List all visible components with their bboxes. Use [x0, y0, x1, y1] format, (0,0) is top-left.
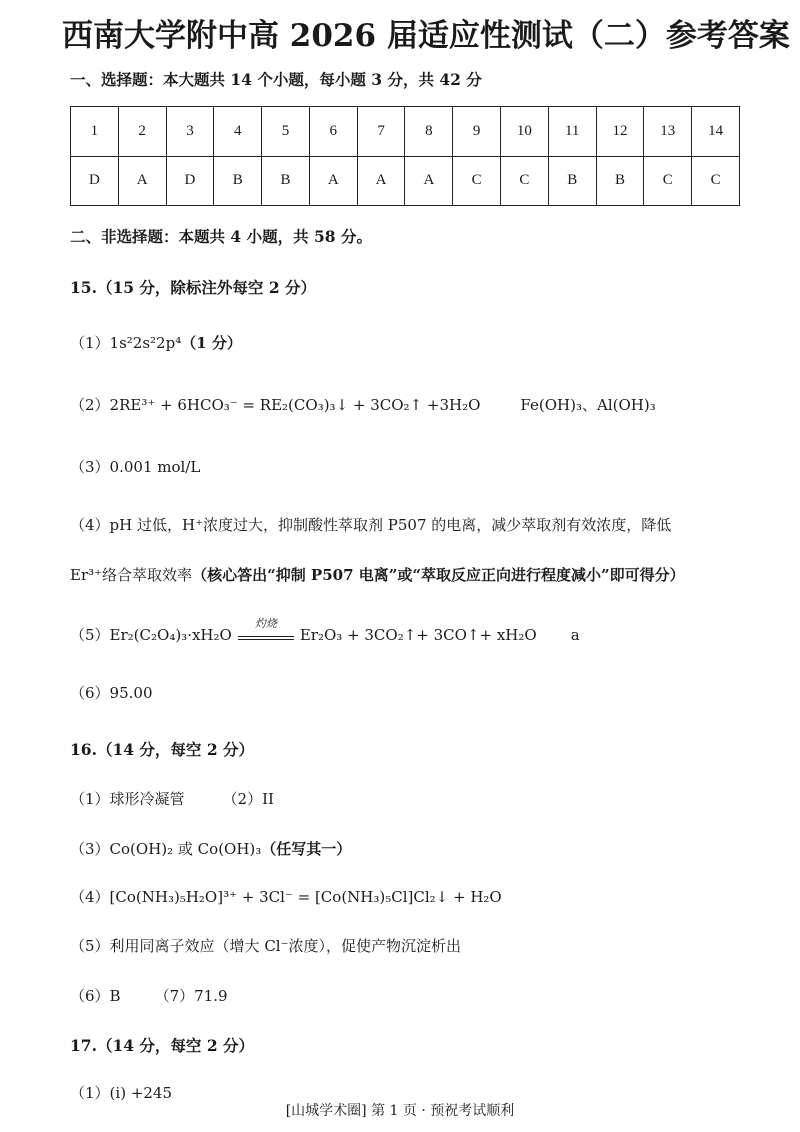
- q15-a2-extra: Fe(OH)₃、Al(OH)₃: [520, 396, 656, 414]
- q16-answer-6-7: [70, 985, 228, 1006]
- answer-cell: D: [166, 156, 214, 206]
- page-title: 西南大学附中高 2026 届适应性测试（二）参考答案: [62, 18, 790, 54]
- section-choice-heading: 一、选择题：本大题共 14 个小题，每小题 3 分，共 42 分: [70, 70, 482, 89]
- q15-answer-2: [70, 394, 656, 415]
- answer-table-answer-row: [71, 156, 740, 206]
- q15-a5-extra: a: [570, 626, 580, 644]
- answer-cell: B: [262, 156, 310, 206]
- q15-header: 15.（15 分，除标注外每空 2 分）: [70, 278, 317, 297]
- q16-a7: （7）71.9: [154, 987, 228, 1005]
- q15-a1-formula: 1s²2s²2p⁴: [109, 334, 182, 352]
- answer-cell: B: [596, 156, 644, 206]
- q15-a2-equation: 2RE³⁺ + 6HCO₃⁻ = RE₂(CO₃)₃↓ + 3CO₂↑ +3H₂O: [109, 396, 481, 414]
- q16-a1: （1）球形冷凝管: [70, 790, 185, 808]
- answer-cell: C: [644, 156, 692, 206]
- q15-answer-5: [70, 617, 580, 645]
- reaction-condition: 灼烧: [254, 617, 277, 630]
- question-number-cell: 6: [309, 107, 357, 157]
- q15-a1-note: （1 分）: [181, 334, 242, 352]
- q16-a3-note: （任写其一）: [261, 840, 352, 858]
- q17-answer-1: （1）(i) +245: [70, 1084, 173, 1102]
- q15-a5-right: Er₂O₃ + 3CO₂↑+ 3CO↑+ xH₂O: [299, 626, 537, 644]
- q15-answer-4-line2: [70, 564, 685, 585]
- q15-a4-plain: Er³⁺络合萃取效率: [70, 566, 193, 584]
- q16-header: 16.（14 分，每空 2 分）: [70, 740, 255, 759]
- question-number-cell: 5: [262, 107, 310, 157]
- q15-answer-3: （3）0.001 mol/L: [70, 458, 201, 476]
- q15-answer-6: （6）95.00: [70, 684, 153, 702]
- q16-answer-4: （4）[Co(NH₃)₅H₂O]³⁺ + 3Cl⁻ = [Co(NH₃)₅Cl]Cl₂↓ + H₂O: [70, 888, 502, 906]
- q15-a2-prefix: （2）: [70, 396, 110, 414]
- answer-cell: C: [692, 156, 740, 206]
- question-number-cell: 13: [644, 107, 692, 157]
- section-nonchoice-heading: 二、非选择题：本题共 4 小题，共 58 分。: [70, 227, 372, 246]
- reaction-condition-arrow: [238, 617, 294, 645]
- q16-a3: （3）Co(OH)₂ 或 Co(OH)₃: [70, 840, 262, 858]
- answer-cell: B: [548, 156, 596, 206]
- answer-cell: A: [118, 156, 166, 206]
- q15-a5-prefix: （5）: [70, 626, 110, 644]
- q15-a5-left: Er₂(C₂O₄)₃·xH₂O: [109, 626, 232, 644]
- answer-table-number-row: [71, 107, 740, 157]
- question-number-cell: 7: [357, 107, 405, 157]
- q16-a6: （6）B: [70, 987, 121, 1005]
- question-number-cell: 9: [453, 107, 501, 157]
- page-footer: [山城学术圈] 第 1 页 · 预祝考试顺利: [285, 1103, 515, 1119]
- q15-answer-1: [70, 332, 242, 353]
- q15-a4-note: （核心答出“抑制 P507 电离”或“萃取反应正向进行程度减小”即可得分）: [192, 566, 685, 584]
- q15-a1-prefix: （1）: [70, 334, 110, 352]
- q16-answer-3: [70, 838, 351, 859]
- q16-answer-1-2: [70, 788, 274, 809]
- question-number-cell: 2: [118, 107, 166, 157]
- q16-answer-5: （5）利用同离子效应（增大 Cl⁻浓度），促使产物沉淀析出: [70, 937, 462, 955]
- question-number-cell: 11: [548, 107, 596, 157]
- question-number-cell: 10: [501, 107, 549, 157]
- answer-table: [70, 106, 740, 206]
- q16-a2: （2）II: [222, 790, 274, 808]
- question-number-cell: 3: [166, 107, 214, 157]
- question-number-cell: 4: [214, 107, 262, 157]
- answer-cell: C: [501, 156, 549, 206]
- answer-cell: D: [71, 156, 119, 206]
- q15-answer-4-line1: （4）pH 过低，H⁺浓度过大，抑制酸性萃取剂 P507 的电离，减少萃取剂有效浓度，降低: [70, 516, 672, 534]
- answer-cell: A: [357, 156, 405, 206]
- answer-cell: A: [405, 156, 453, 206]
- answer-cell: A: [309, 156, 357, 206]
- question-number-cell: 12: [596, 107, 644, 157]
- answer-cell: C: [453, 156, 501, 206]
- answer-cell: B: [214, 156, 262, 206]
- question-number-cell: 14: [692, 107, 740, 157]
- q17-header: 17.（14 分，每空 2 分）: [70, 1036, 255, 1055]
- question-number-cell: 8: [405, 107, 453, 157]
- question-number-cell: 1: [71, 107, 119, 157]
